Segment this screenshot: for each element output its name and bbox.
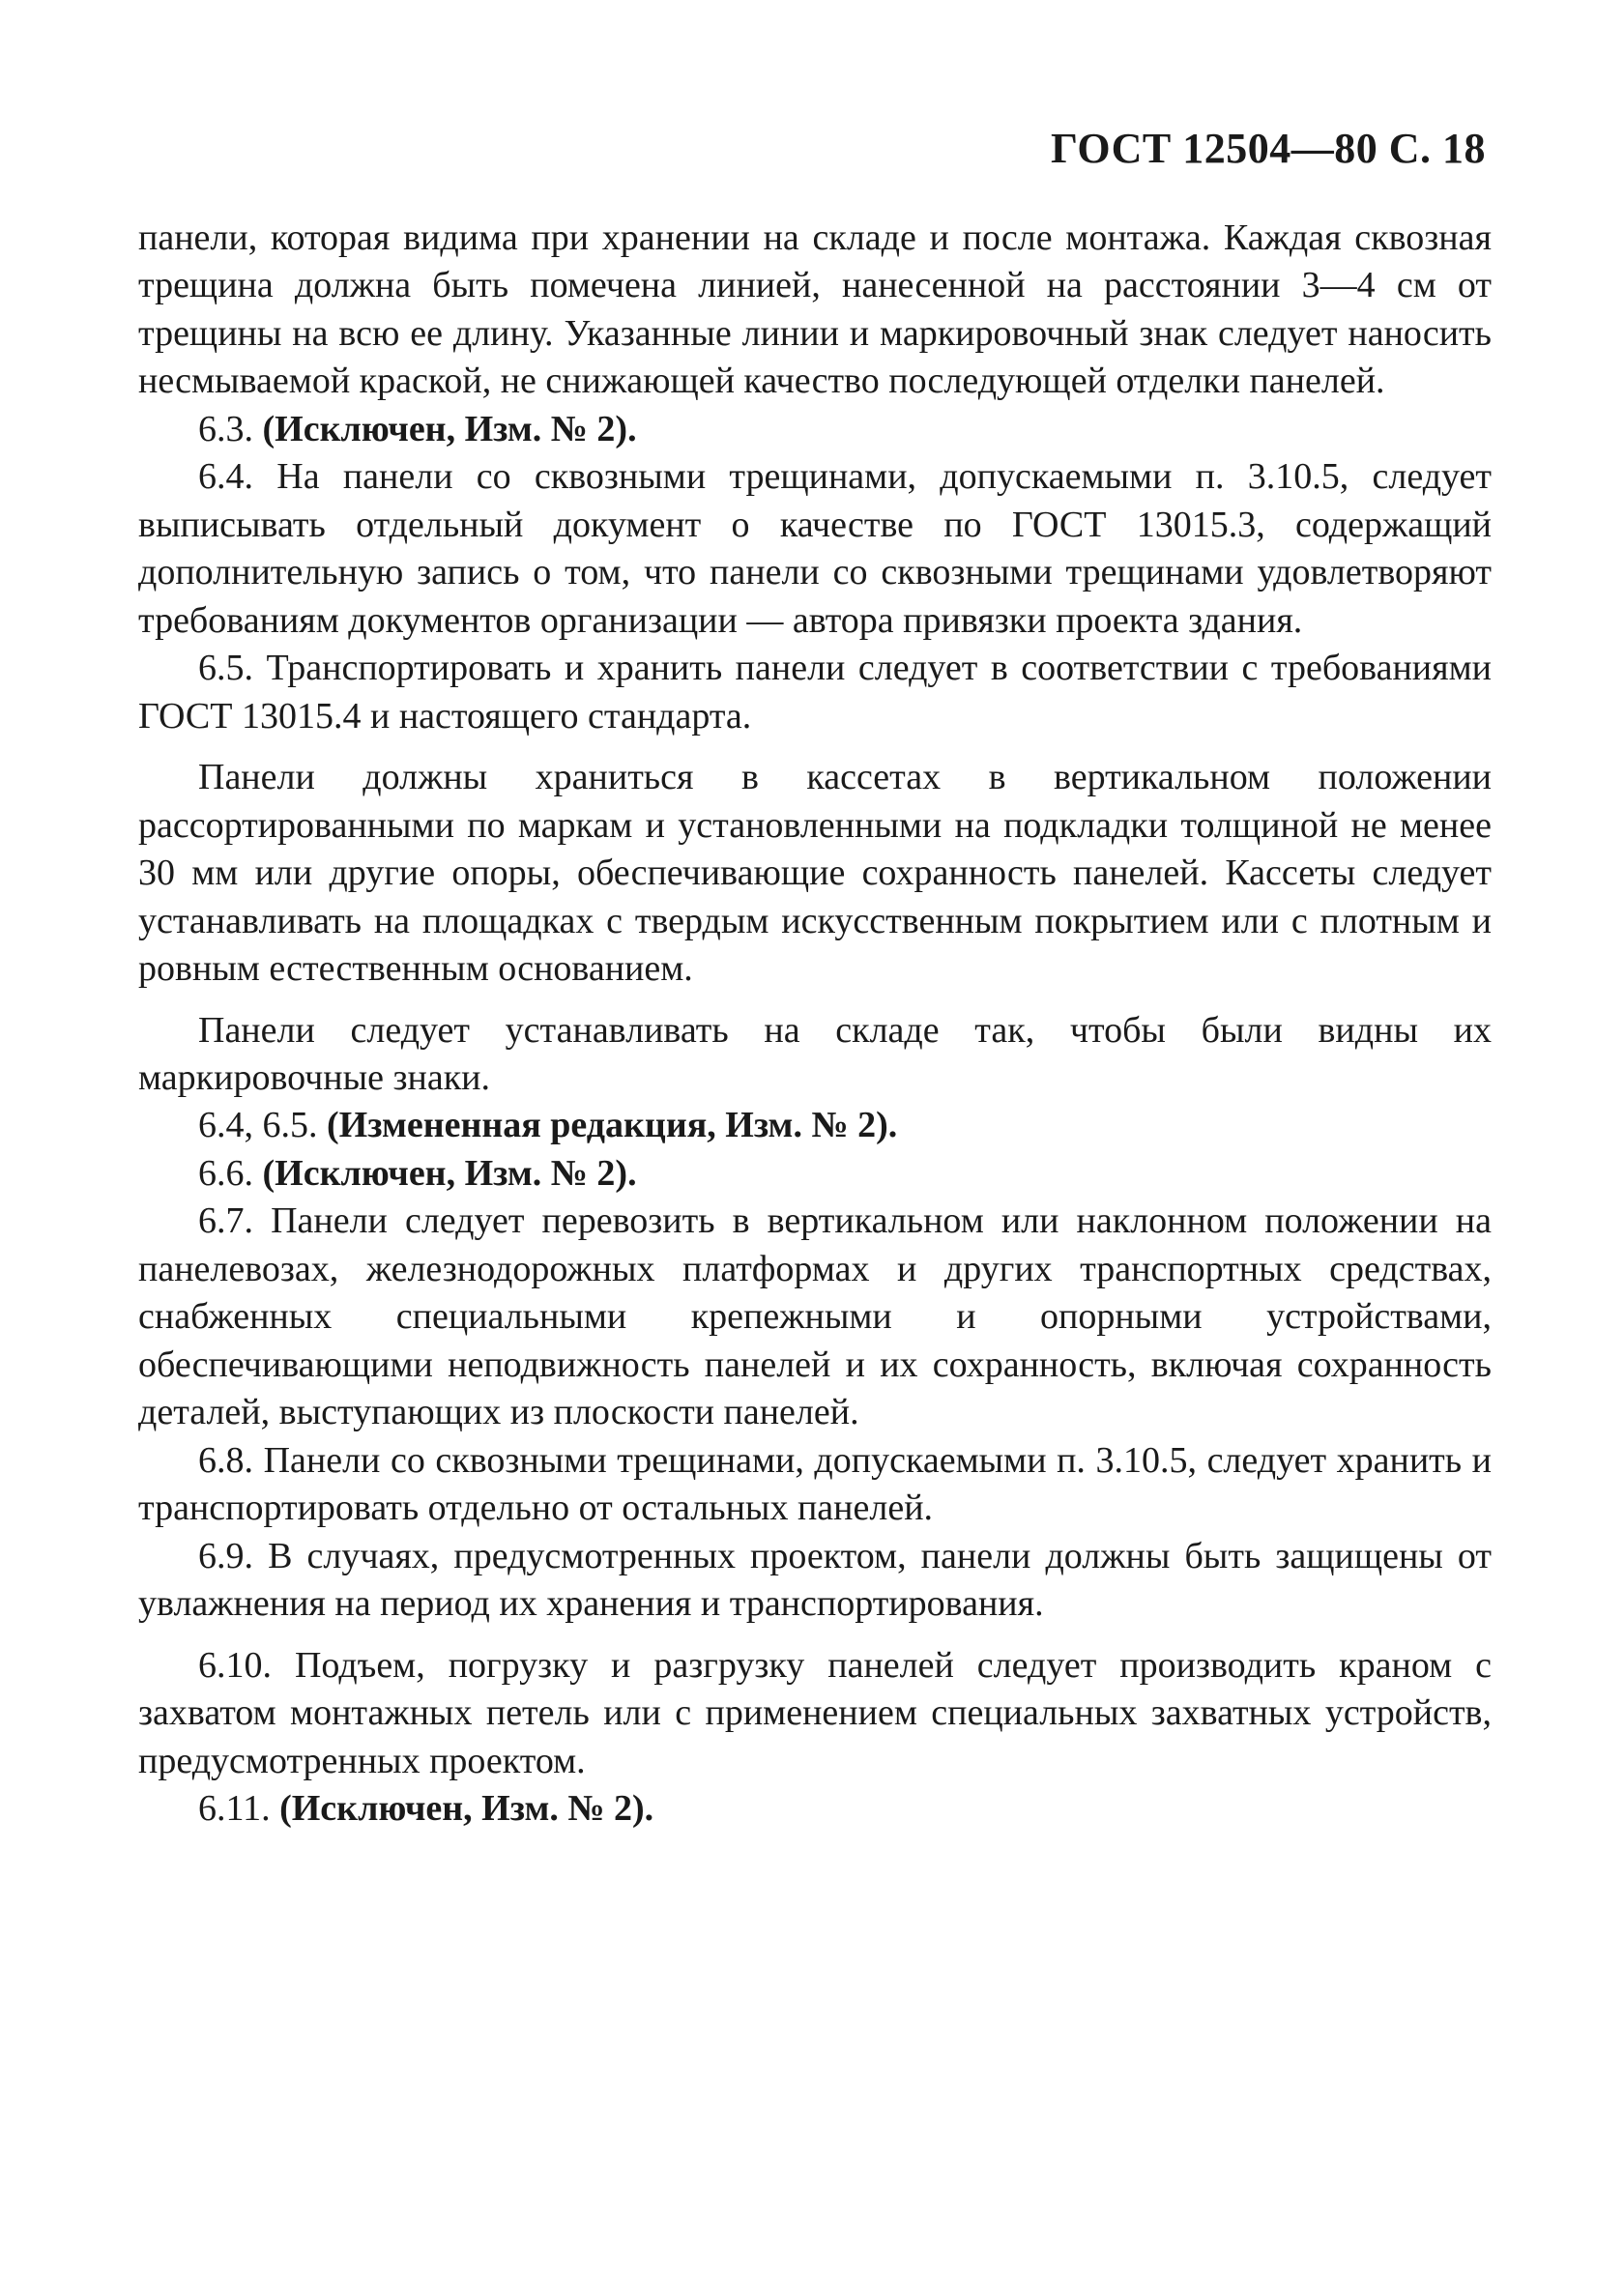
clause-number: 6.11. [198, 1788, 271, 1829]
clause-text-amended: (Измененная редакция, Изм. № 2). [327, 1105, 898, 1146]
clause-number: 6.7. [198, 1200, 253, 1242]
clause-number: 6.10. [198, 1644, 272, 1686]
paragraph-6-3 [138, 406, 1492, 453]
paragraph-text: Панели должны храниться в кассетах в вертикальном положении рассортированными по маркам и установленными на подкладки толщиной не менее 30 мм или другие опоры, обеспечивающие сохранность панелей. Кассеты следует устанавливать на площадках с твердым искусственным покрытием или с плотным и ровным естественным основанием. [138, 757, 1492, 990]
clause-text: Панели со сквозными трещинами, допускаемыми п. 3.10.5, следует хранить и транспортировать отдельно от остальных панелей. [138, 1439, 1493, 1529]
paragraph-storage [138, 754, 1492, 993]
paragraph-storage-marks [138, 1007, 1492, 1103]
paragraph-6-7 [138, 1198, 1492, 1436]
paragraph-6-8 [138, 1437, 1492, 1533]
clause-text: На панели со сквозными трещинами, допускаемыми п. 3.10.5, следует выписывать отдельный документ о качестве по ГОСТ 13015.3, содержащий дополнительную запись о том, что панели со сквозными трещинами удовлетворяют требованиям документов организации — автора привязки проекта здания. [138, 456, 1492, 641]
paragraph-6-4 [138, 453, 1492, 645]
paragraph-6-6 [138, 1150, 1492, 1198]
clause-number: 6.9. [198, 1535, 253, 1576]
paragraph-6-4-6-5-amendment [138, 1102, 1492, 1149]
clause-text: Транспортировать и хранить панели следует в соответствии с требованиями ГОСТ 13015.4 и настоящего стандарта. [138, 648, 1492, 737]
clause-text: Подъем, погрузку и разгрузку панелей следует производить краном с захватом монтажных петель или с применением специальных захватных устройств, предусмотренных проектом. [138, 1644, 1492, 1781]
clause-number: 6.4, 6.5. [198, 1105, 318, 1146]
paragraph-6-10 [138, 1642, 1492, 1785]
clause-text: Панели следует перевозить в вертикальном или наклонном положении на панелевозах, железнодорожных платформах и других транспортных средствах, снабженных специальными крепежными и опорными устройствами, обеспечивающими неподвижность панелей и их сохранность, включая сохранность деталей, выступающих из плоскости панелей. [138, 1200, 1492, 1433]
clause-text-excluded: (Исключен, Изм. № 2). [279, 1788, 654, 1829]
clause-number: 6.5. [198, 648, 253, 689]
document-body [138, 215, 1492, 1833]
page-header: ГОСТ 12504—80 С. 18 [1050, 125, 1486, 172]
paragraph-continuation [138, 215, 1492, 406]
clause-text-excluded: (Исключен, Изм. № 2). [262, 1152, 637, 1194]
clause-text-excluded: (Исключен, Изм. № 2). [262, 408, 637, 449]
clause-number: 6.3. [198, 408, 253, 449]
clause-text: В случаях, предусмотренных проектом, панели должны быть защищены от увлажнения на период их хранения и транспортирования. [138, 1535, 1493, 1625]
paragraph-text: панели, которая видима при хранении на складе и после монтажа. Каждая сквозная трещина должна быть помечена линией, нанесенной на расстоянии 3—4 см от трещины на всю ее длину. Указанные линии и маркировочный знак следует наносить несмываемой краской, не снижающей качество последующей отделки панелей. [138, 217, 1492, 402]
clause-number: 6.6. [198, 1152, 253, 1194]
paragraph-6-5 [138, 645, 1492, 740]
paragraph-6-9 [138, 1533, 1492, 1629]
clause-number: 6.4. [198, 456, 253, 498]
clause-number: 6.8. [198, 1439, 253, 1481]
paragraph-text: Панели следует устанавливать на складе так, чтобы были видны их маркировочные знаки. [138, 1009, 1492, 1098]
paragraph-6-11 [138, 1785, 1492, 1833]
